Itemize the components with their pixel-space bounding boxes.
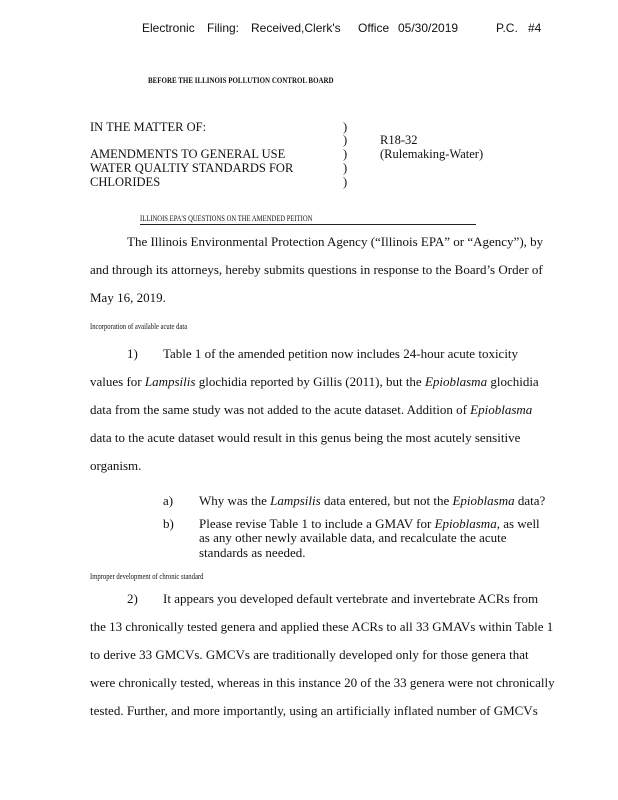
caption-paren: ) <box>343 161 348 175</box>
section-heading-chronic: Improper development of chronic standard <box>90 571 204 581</box>
header-received: Received,Clerk's <box>251 21 341 35</box>
question2-line4: were chronically tested, whereas in this instance 20 of the 33 genera were not chronically <box>90 675 555 690</box>
question2-line5: tested. Further, and more importantly, using an artificially inflated number of GMCVs <box>90 703 538 718</box>
question1-line3: data from the same study was not added to the acute dataset. Addition of Epioblasma <box>90 402 533 417</box>
subquestion-b-label: b) <box>163 516 174 531</box>
docket-number: R18-32 <box>380 133 418 147</box>
caption-amend-line1: AMENDMENTS TO GENERAL USE <box>90 147 286 161</box>
header-pc: P.C. <box>496 21 518 35</box>
question1-line4: data to the acute dataset would result in this genus being the most acutely sensitive <box>90 430 521 445</box>
question1-number: 1) <box>127 346 138 361</box>
intro-line3: May 16, 2019. <box>90 290 166 305</box>
caption-matter: IN THE MATTER OF: <box>90 120 207 134</box>
header-date: 05/30/2019 <box>398 21 459 35</box>
subquestion-b-line2: as any other newly available data, and recalculate the acute <box>199 530 507 545</box>
caption-amend-line3: CHLORIDES <box>90 175 161 189</box>
caption-paren: ) <box>343 147 348 161</box>
question2-line1: It appears you developed default vertebrate and invertebrate ACRs from <box>163 591 539 606</box>
question2-line3: to derive 33 GMCVs. GMCVs are traditionally developed only for those genera that <box>90 647 529 662</box>
question1-line2: values for Lampsilis glochidia reported by Gillis (2011), but the Epioblasma glochidia <box>90 374 539 389</box>
intro-line2: and through its attorneys, hereby submits questions in response to the Board’s Order of <box>90 262 543 277</box>
subquestion-b-line3: standards as needed. <box>199 545 306 560</box>
caption-amend-line2: WATER QUALTIY STANDARDS FOR <box>90 161 294 175</box>
question1-line1: Table 1 of the amended petition now includes 24-hour acute toxicity <box>163 346 519 361</box>
document-title: ILLINOIS EPA'S QUESTIONS ON THE AMENDED PEITION <box>140 213 313 223</box>
caption-paren: ) <box>343 133 348 147</box>
header-electronic: Electronic <box>142 21 195 35</box>
question2-number: 2) <box>127 591 138 606</box>
subquestion-a-text: Why was the Lampsilis data entered, but not the Epioblasma data? <box>199 493 546 508</box>
document-title-underline <box>140 224 476 225</box>
header-pc-number: #4 <box>528 21 542 35</box>
caption-paren: ) <box>343 120 348 134</box>
subquestion-a-label: a) <box>163 493 174 508</box>
caption-paren: ) <box>343 175 348 189</box>
section-heading-acute: Incorporation of available acute data <box>90 321 188 331</box>
intro-line1: The Illinois Environmental Protection Agency (“Illinois EPA” or “Agency”), by <box>127 234 544 249</box>
subquestion-b-line1: Please revise Table 1 to include a GMAV for Epioblasma, as well <box>199 516 540 531</box>
question2-line2: the 13 chronically tested genera and applied these ACRs to all 33 GMAVs within Table 1 <box>90 619 554 634</box>
header-office: Office <box>358 21 390 35</box>
board-title: BEFORE THE ILLINOIS POLLUTION CONTROL BOARD <box>148 75 334 85</box>
docket-type: (Rulemaking-Water) <box>380 147 484 161</box>
header-filing: Filing: <box>207 21 240 35</box>
question1-line5: organism. <box>90 458 142 473</box>
